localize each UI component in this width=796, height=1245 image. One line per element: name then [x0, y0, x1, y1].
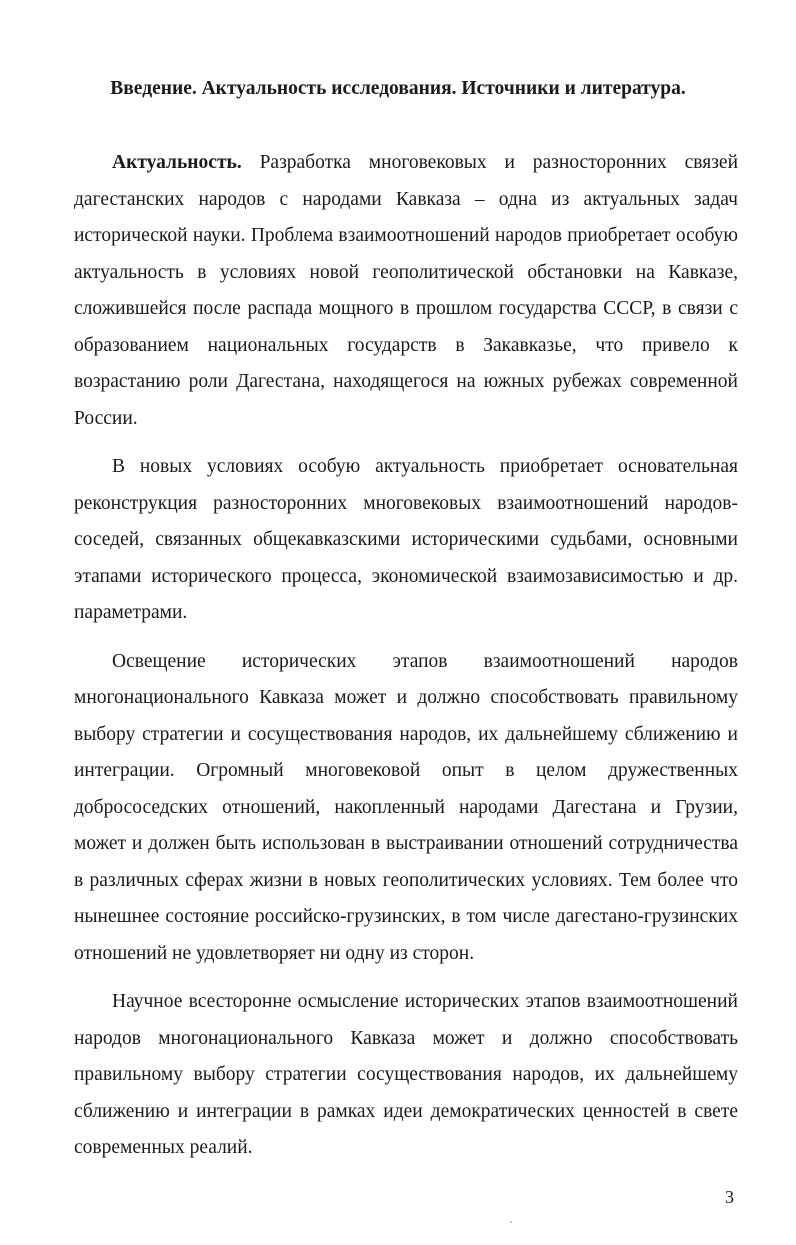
page-number: 3	[725, 1187, 734, 1207]
body-text	[74, 145, 738, 1179]
scan-speck	[510, 1221, 512, 1223]
paragraph-text: Разработка многовековых и разносторонних связей дагестанских народов с народами Кавказа – одна из актуальных задач исторической науки. Проблема взаимоотношений народов приобретает особую актуальность в условиях новой геополитической обстановки на Кавказе, сложившейся после распада мощного в прошлом государства СССР, в связи с образованием национальных государств в Закавказье, что привело к возрастанию роли Дагестана, находящегося на южных рубежах современной России.	[74, 152, 738, 429]
paragraph-new-conditions: В новых условиях особую актуальность приобретает основательная реконструкция разносторонних многовековых взаимоотношений народов-соседей, связанных общекавказскими историческими судьбами, основными этапами исторического процесса, экономической взаимозависимостью и др. параметрами.	[74, 456, 738, 623]
paragraph-lead: Актуальность.	[112, 152, 242, 173]
paragraph-relevance	[74, 145, 738, 437]
paragraph-historical-stages: Освещение исторических этапов взаимоотношений народов многонационального Кавказа может и должно способствовать правильному выбору стратегии и сосуществования народов, их дальнейшему сближению и интеграции. Огромный многовековой опыт в целом дружественных добрососедских отношений, накопленный народами Дагестана и Грузии, может и должен быть использован в выстраивании отношений сотрудничества в различных сферах жизни в новых геополитических условиях. Тем более что нынешнее состояние российско-грузинских, в том числе дагестано-грузинских отношений не удовлетворяет ни одну из сторон.	[74, 650, 738, 964]
paragraph-scientific-reflection: Научное всесторонне осмысление исторических этапов взаимоотношений народов многонационального Кавказа может и должно способствовать правильному выбору стратегии сосуществования народов, их дальнейшему сближению и интеграции в рамках идеи демократических ценностей в свете современных реалий.	[74, 991, 738, 1158]
section-heading: Введение. Актуальность исследования. Источники и литература.	[110, 78, 686, 99]
